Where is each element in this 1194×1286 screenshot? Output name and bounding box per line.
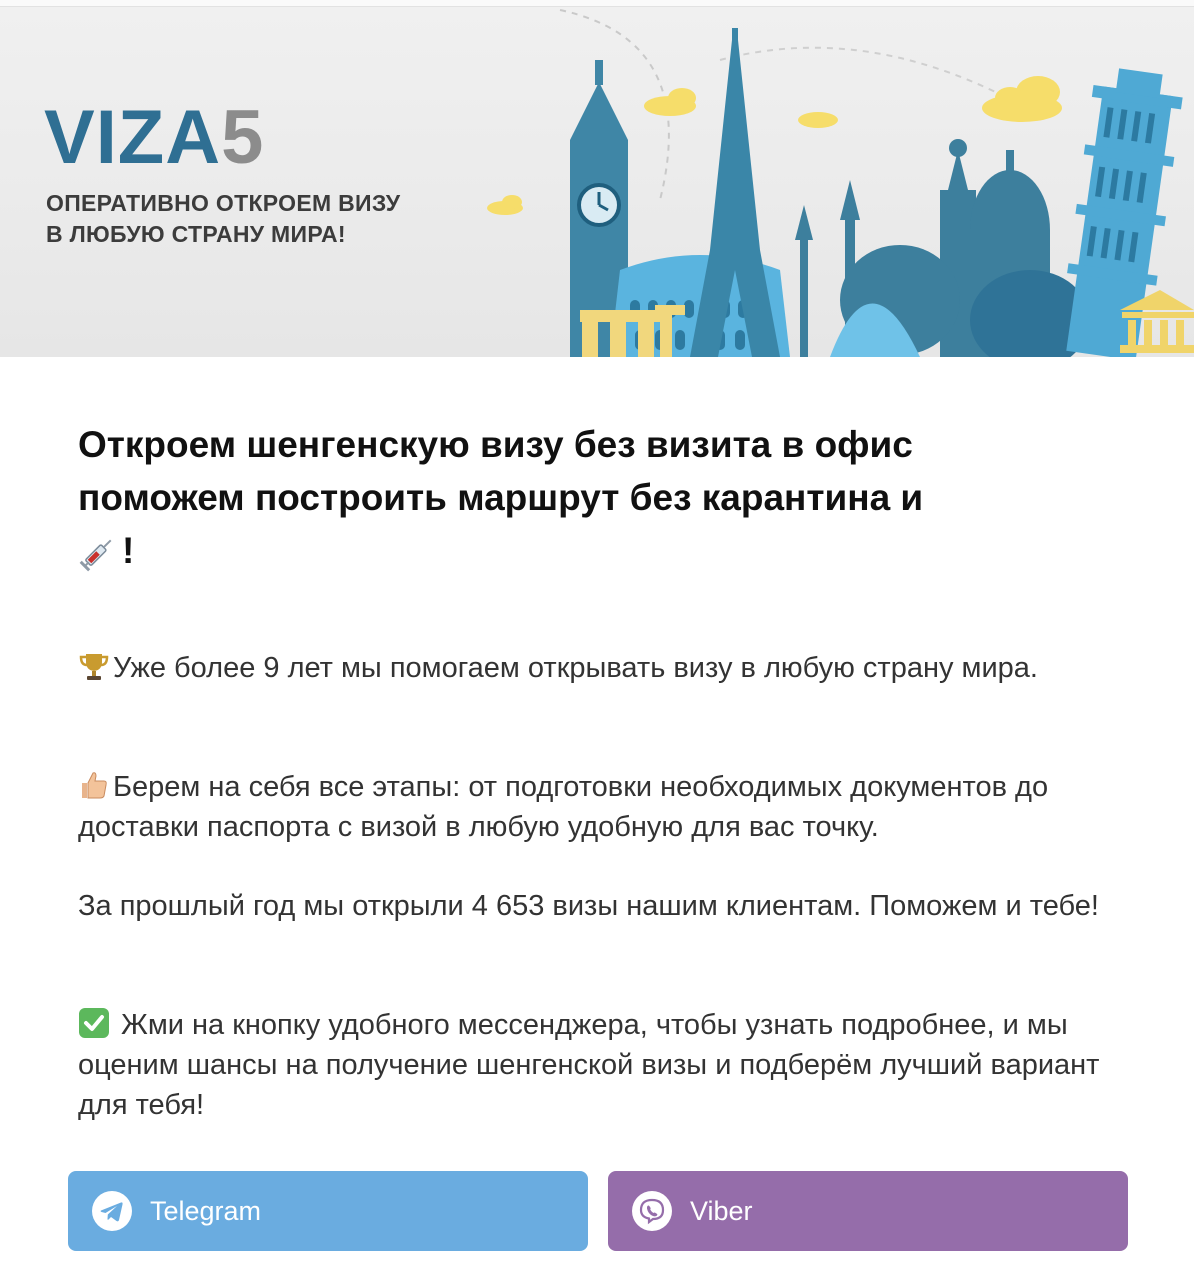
- thumbs-up-icon: [78, 769, 110, 801]
- trophy-icon: [78, 650, 110, 682]
- paragraph-call-to-action: [78, 1005, 1128, 1125]
- paragraph-text: За прошлый год мы открыли 4 653 визы нашим клиентам. Поможем и тебе!: [78, 890, 1099, 922]
- landmarks-illustration: [470, 0, 1194, 357]
- tagline-line-2: В ЛЮБУЮ СТРАНУ МИРА!: [46, 221, 346, 247]
- viber-button[interactable]: [608, 1171, 1128, 1251]
- hero-banner: [0, 0, 1194, 357]
- telegram-icon: [92, 1191, 132, 1231]
- syringe-icon: [78, 533, 118, 573]
- headline-line-1: Откроем шенгенскую визу без визита в офис: [78, 424, 913, 465]
- brand-logo: [44, 95, 265, 180]
- logo-number: 5: [221, 95, 265, 180]
- paragraph-text: Берем на себя все этапы: от подготовки необходимых документов до доставки паспорта с визой в любую удобную для вас точку.: [78, 771, 1049, 843]
- viber-button-label: Viber: [690, 1195, 753, 1226]
- telegram-button[interactable]: [68, 1171, 588, 1251]
- viber-icon: [632, 1191, 672, 1231]
- paragraph-services: [78, 767, 1128, 847]
- paragraph-text: Уже более 9 лет мы помогаем открывать визу в любую страну мира.: [113, 652, 1038, 684]
- paragraph-statistics: [78, 886, 1128, 926]
- paragraph-experience: [78, 648, 1128, 688]
- telegram-button-label: Telegram: [150, 1195, 262, 1226]
- logo-text: VIZA: [44, 95, 222, 180]
- page-title: [78, 418, 1128, 577]
- check-mark-icon: [78, 1007, 110, 1039]
- banner-tagline: [46, 188, 506, 250]
- tagline-line-1: ОПЕРАТИВНО ОТКРОЕМ ВИЗУ: [46, 190, 401, 216]
- main-content: [78, 418, 1128, 577]
- headline-exclamation: !: [122, 530, 135, 571]
- headline-line-2: поможем построить маршрут без карантина и: [78, 477, 924, 518]
- paragraph-text: Жми на кнопку удобного мессенджера, чтобы узнать подробнее, и мы оценим шансы на получение шенгенской визы и подберём лучший вариант для тебя!: [78, 1009, 1100, 1121]
